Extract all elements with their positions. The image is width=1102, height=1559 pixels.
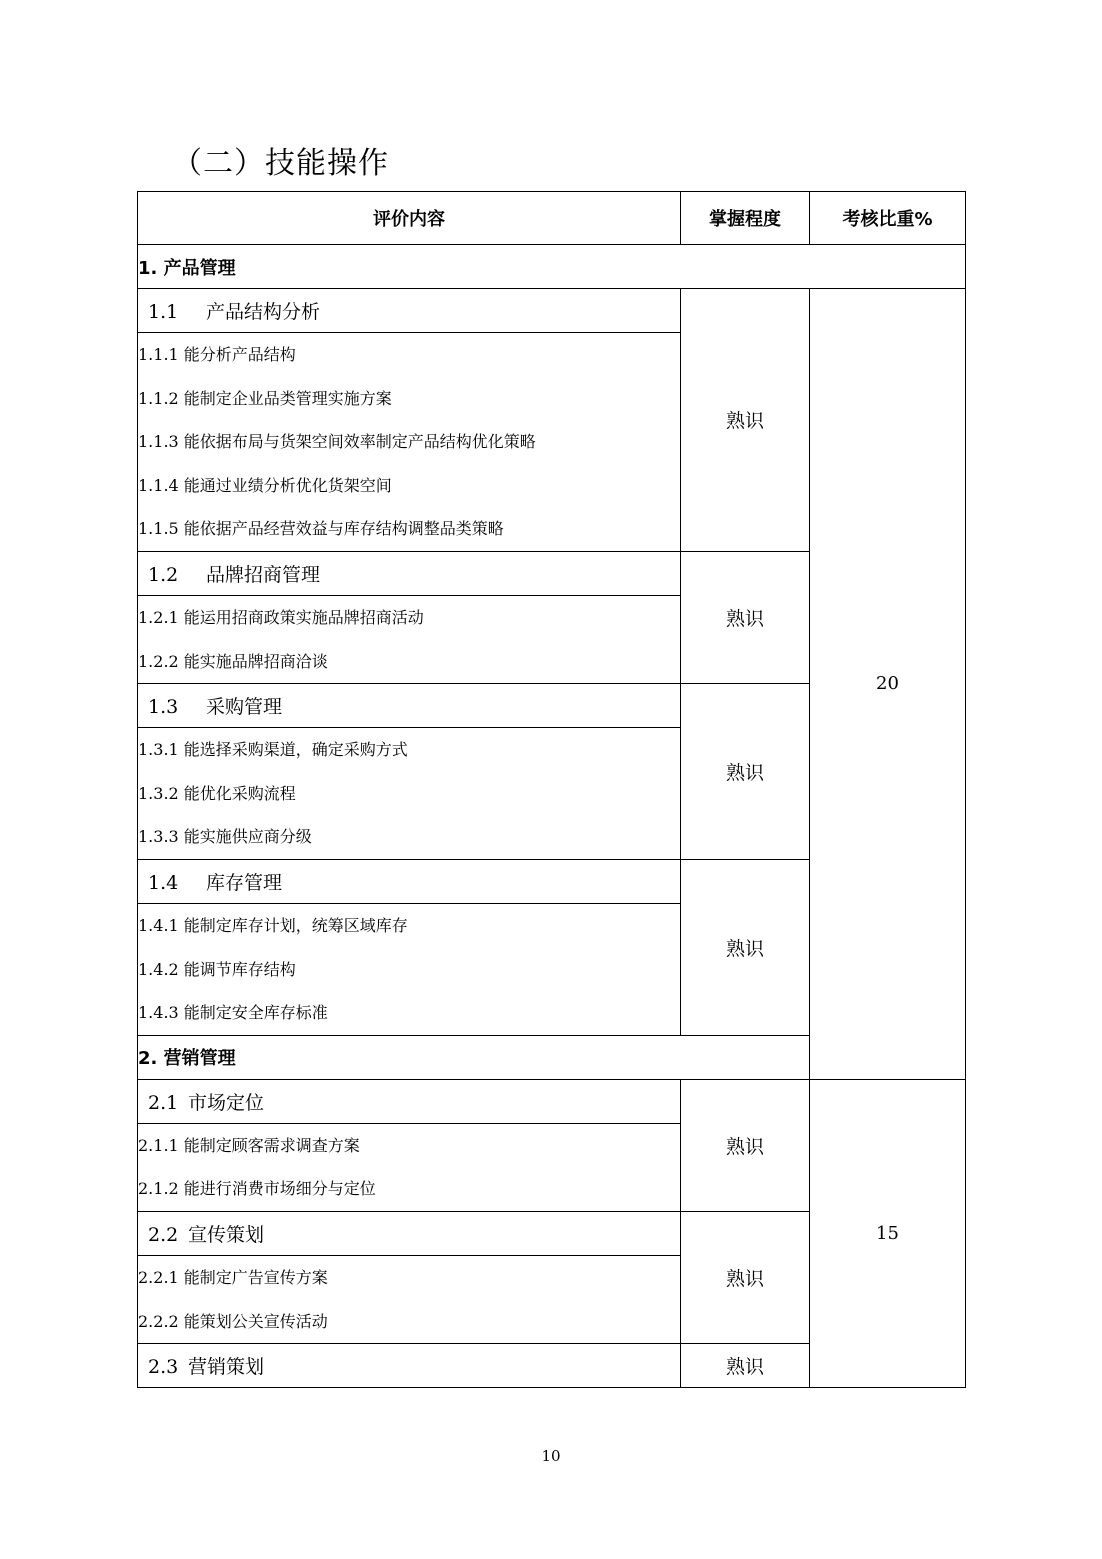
item-list	[138, 1255, 681, 1343]
item-list	[138, 1123, 681, 1211]
subsection-row	[138, 289, 966, 333]
subsection-title	[138, 1079, 681, 1123]
subsection-title	[138, 1344, 681, 1388]
mastery-level: 熟识	[681, 684, 810, 860]
mastery-level: 熟识	[681, 1079, 810, 1211]
subsection-title	[138, 859, 681, 903]
subsection-title	[138, 684, 681, 728]
list-item: 1.1.5 能依据产品经营效益与库存结构调整品类策略	[138, 519, 504, 539]
page-number: 10	[541, 1447, 561, 1465]
mastery-level: 熟识	[681, 1344, 810, 1388]
item-list	[138, 728, 681, 860]
subsection-label: 市场定位	[188, 1091, 265, 1114]
list-item: 1.2.1 能运用招商政策实施品牌招商活动	[138, 607, 424, 627]
mastery-level: 熟识	[681, 551, 810, 683]
list-item: 1.1.4 能通过业绩分析优化货架空间	[138, 475, 392, 495]
list-item: 1.1.1 能分析产品结构	[138, 345, 296, 364]
subsection-number: 1.4	[148, 871, 179, 894]
subsection-row	[138, 1079, 966, 1123]
section-row	[138, 245, 966, 289]
section-heading: （二）技能操作	[172, 146, 389, 181]
list-item: 1.3.3 能实施供应商分级	[138, 827, 312, 847]
header-weight: 考核比重%	[810, 192, 966, 245]
subsection-title	[138, 289, 681, 333]
list-item: 1.3.1 能选择采购渠道，确定采购方式	[138, 740, 408, 760]
skills-table	[137, 191, 966, 1388]
item-list	[138, 595, 681, 683]
subsection-label: 采购管理	[206, 696, 283, 719]
list-item: 1.2.2 能实施品牌招商洽谈	[138, 651, 328, 671]
list-item: 2.1.1 能制定顾客需求调查方案	[138, 1135, 360, 1155]
header-content: 评价内容	[138, 192, 681, 245]
item-list	[138, 903, 681, 1035]
subsection-label: 产品结构分析	[206, 301, 321, 323]
table-header-row	[138, 192, 966, 245]
header-level: 掌握程度	[681, 192, 810, 245]
subsection-number: 2.3	[148, 1356, 179, 1379]
subsection-label: 营销策划	[188, 1356, 265, 1379]
subsection-title	[138, 551, 681, 595]
weight-value: 15	[810, 1079, 966, 1387]
list-item: 1.4.1 能制定库存计划，统筹区域库存	[138, 915, 408, 935]
mastery-level: 熟识	[681, 289, 810, 552]
subsection-title	[138, 1211, 681, 1255]
subsection-label: 品牌招商管理	[206, 563, 321, 586]
subsection-number: 1.3	[148, 696, 179, 719]
subsection-label: 宣传策划	[188, 1223, 265, 1246]
mastery-level: 熟识	[681, 859, 810, 1035]
mastery-level: 熟识	[681, 1211, 810, 1343]
section-title: 1. 产品管理	[138, 245, 966, 289]
list-item: 1.1.3 能依据布局与货架空间效率制定产品结构优化策略	[138, 432, 536, 452]
subsection-number: 1.2	[148, 563, 179, 586]
list-item: 1.1.2 能制定企业品类管理实施方案	[138, 388, 392, 408]
list-item: 1.4.3 能制定安全库存标准	[138, 1003, 328, 1023]
subsection-label: 库存管理	[206, 871, 283, 894]
list-item: 1.3.2 能优化采购流程	[138, 783, 296, 803]
section-title: 2. 营销管理	[138, 1035, 966, 1079]
subsection-number: 1.1	[148, 301, 179, 323]
list-item: 2.1.2 能进行消费市场细分与定位	[138, 1179, 376, 1199]
list-item: 1.4.2 能调节库存结构	[138, 959, 296, 979]
subsection-number: 2.2	[148, 1223, 179, 1246]
weight-value: 20	[810, 289, 966, 1080]
list-item: 2.2.1 能制定广告宣传方案	[138, 1267, 328, 1287]
subsection-number: 2.1	[148, 1091, 179, 1114]
list-item: 2.2.2 能策划公关宣传活动	[138, 1311, 328, 1331]
item-list	[138, 333, 681, 552]
section-row	[138, 1035, 966, 1079]
